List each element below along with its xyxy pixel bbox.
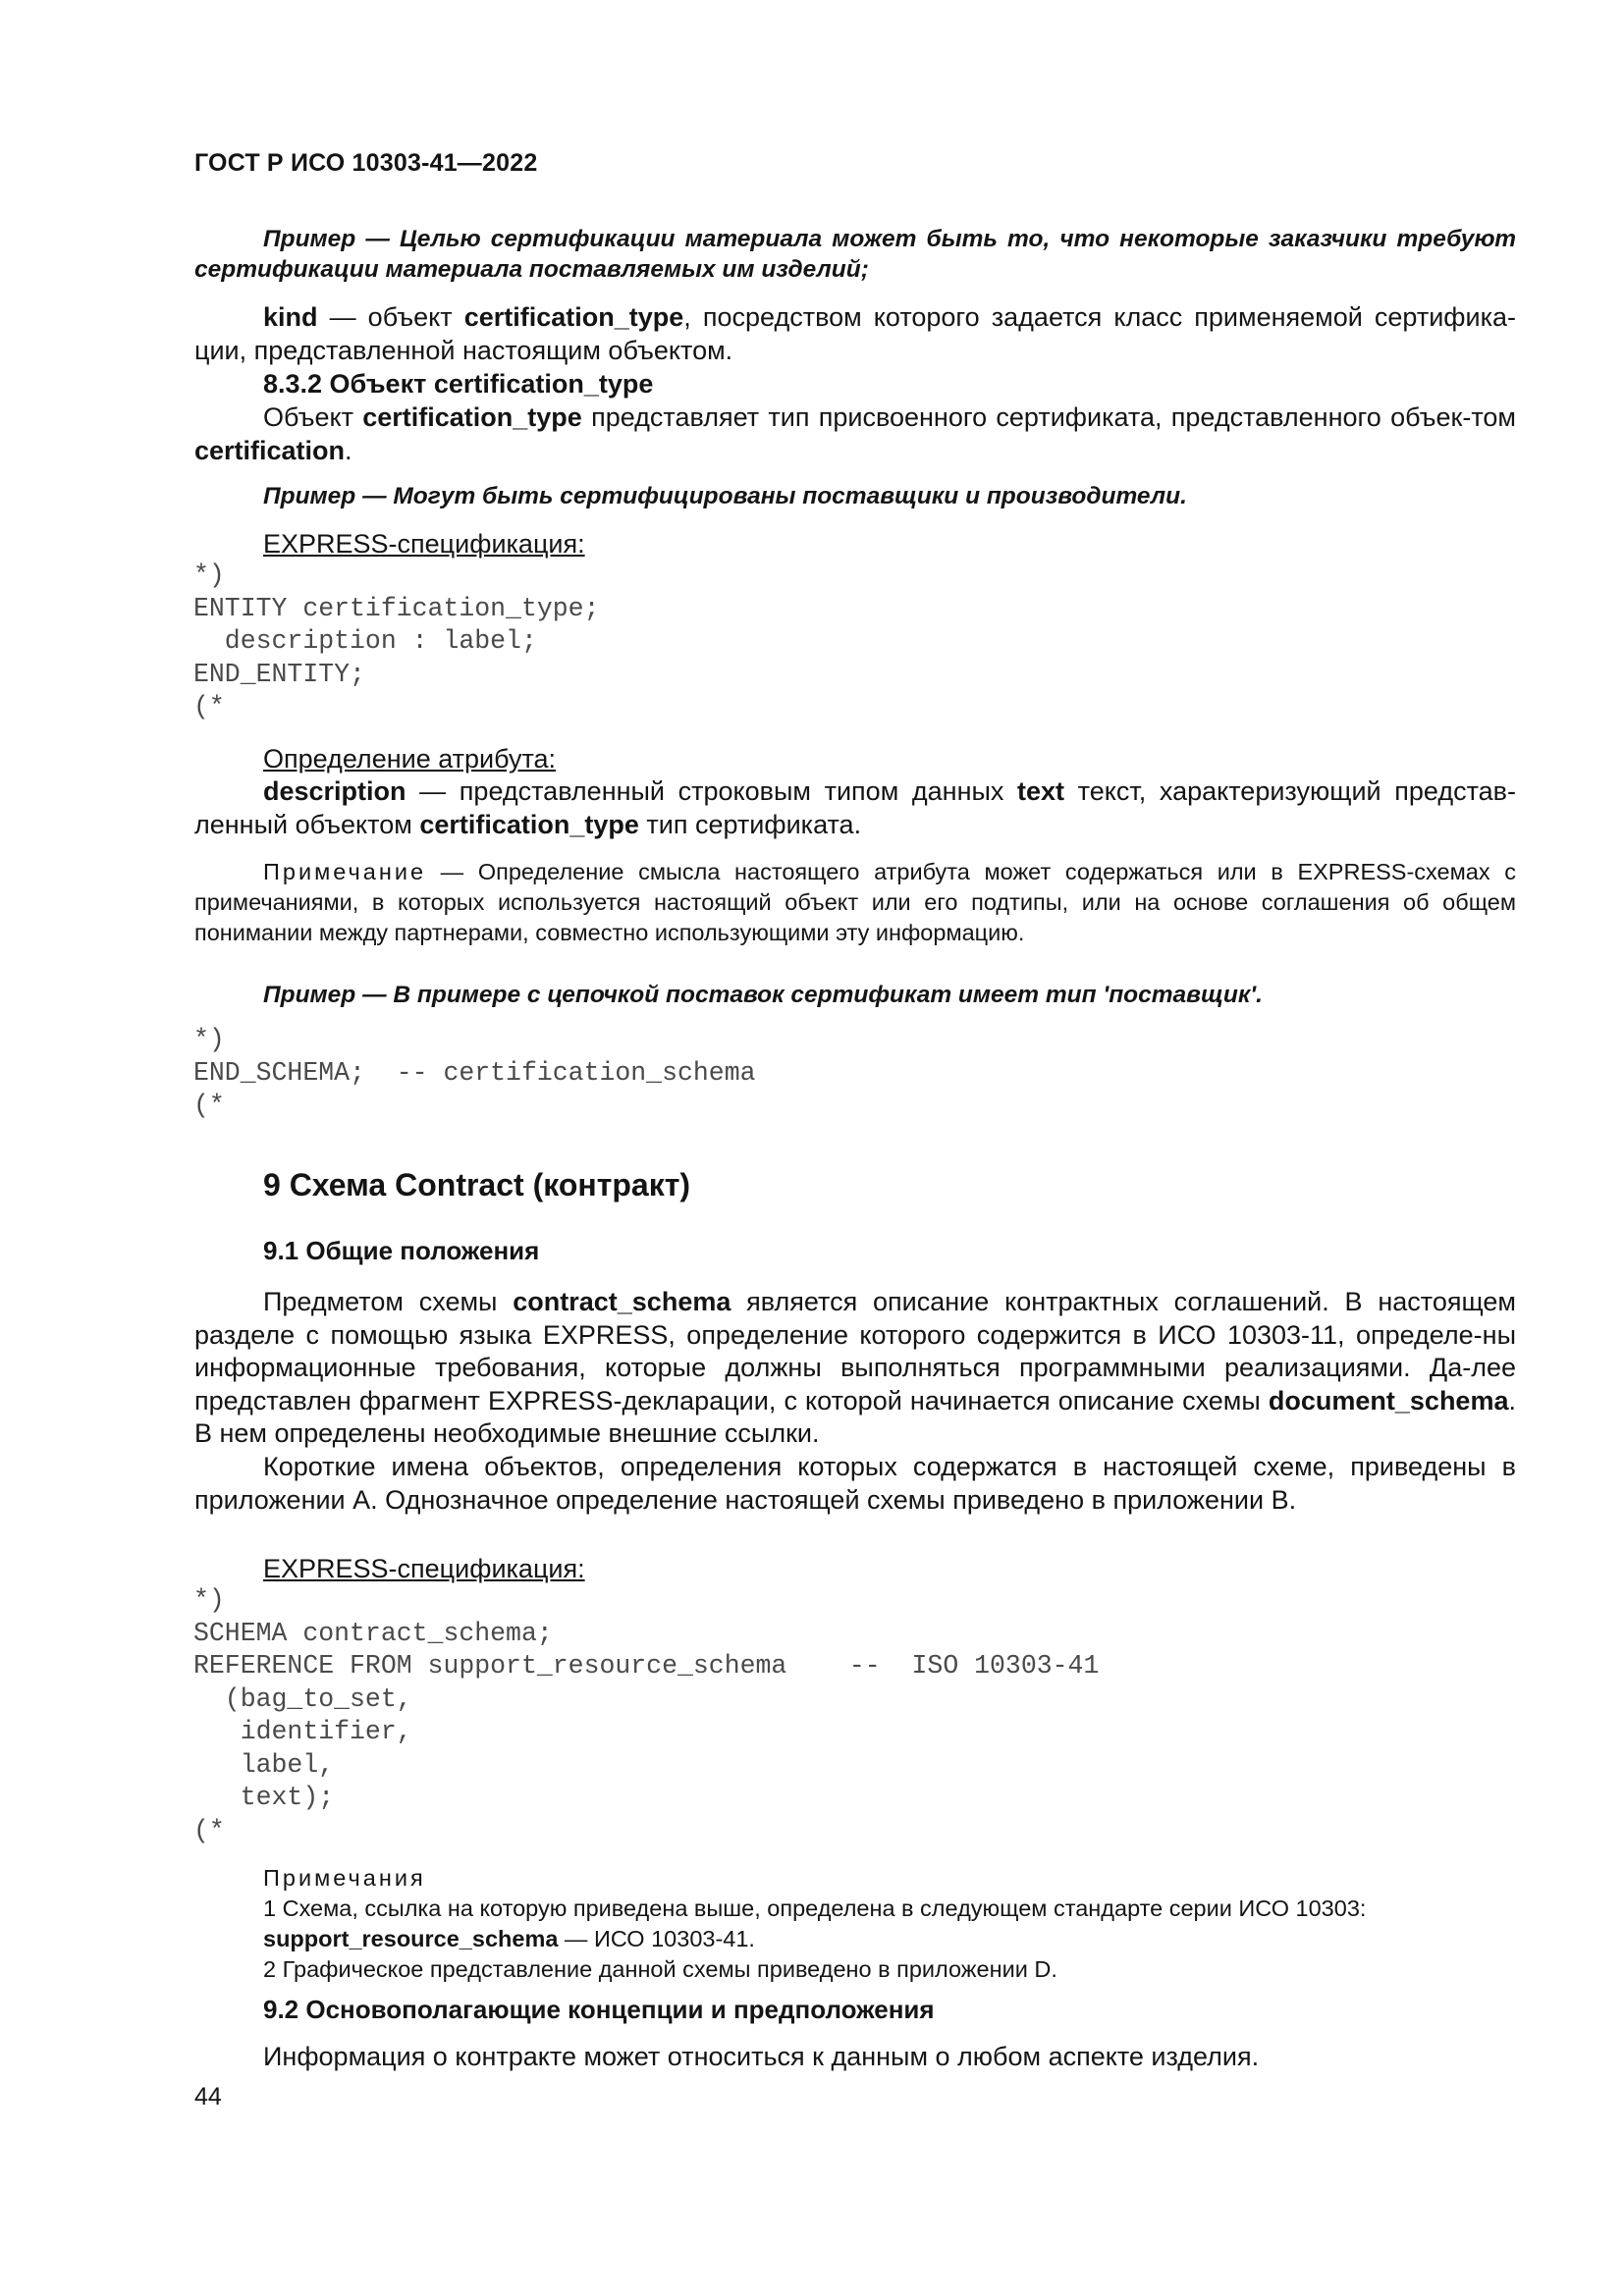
note-attribute-meaning: Примечание — Определение смысла настоящего атрибута может содержаться или в EXPRESS-схемах с примечаниями, в которых используется настоящий объект или его подтипы, или на основе соглашения об общем понимании между партнерами, совместно использующими эту информацию.	[194, 859, 1516, 945]
example-supply-chain: Пример — В примере с цепочкой поставок сертификат имеет тип 'поставщик'.	[263, 982, 1263, 1008]
certification-type-paragraph: Объект certification_type представляет тип присвоенного сертификата, представленного объек-том certification.	[194, 402, 1516, 465]
section-9-1-paragraph-1: Предметом схемы contract_schema является описание контрактных соглашений. В настоящем разделе с помощью языка EXPRESS, определение которого содержится в ИСО 10303-11, определе-ны информационные требования, которые должны выполняться программными реализациями. Да-лее представлен фрагмент EXPRESS-декларации, с которой начинается описание схемы document_schema. В нем определены необходимые внешние ссылки.	[194, 1287, 1516, 1448]
section-9-2-title: 9.2 Основополагающие концепции и предположения	[263, 1995, 935, 2024]
notes-schema-references	[263, 1863, 1516, 1985]
section-9-1-paragraph-2: Короткие имена объектов, определения которых содержатся в настоящей схеме, приведены в приложении А. Однозначное определение настоящей схемы приведено в приложении В.	[194, 1452, 1516, 1515]
section-9-1-title: 9.1 Общие положения	[263, 1236, 540, 1265]
description-attribute-paragraph: description — представленный строковым типом данных text текст, характеризующий представ-ленный объектом certification_type тип сертификата.	[194, 776, 1516, 839]
kind-ref: certification_type	[463, 302, 684, 332]
attribute-definition-label: Определение атрибута:	[263, 744, 557, 774]
express-spec-label-2: EXPRESS-спецификация:	[263, 1554, 585, 1583]
running-header: ГОСТ Р ИСО 10303-41—2022	[194, 149, 538, 177]
section-9-title: 9 Схема Contract (контракт)	[263, 1167, 691, 1202]
express-code-end-schema: *) END_SCHEMA; -- certification_schema (*	[193, 1025, 756, 1120]
kind-term: kind	[263, 302, 318, 332]
express-code-entity-certification-type: *) ENTITY certification_type; description : label; END_ENTITY; (*	[193, 561, 600, 721]
section-8-3-2-title: 8.3.2 Объект certification_type	[263, 369, 654, 399]
express-spec-label-1: EXPRESS-спецификация:	[263, 529, 585, 559]
page-number: 44	[194, 2083, 222, 2110]
section-9-2-paragraph: Информация о контракте может относиться к данным о любом аспекте изделия.	[263, 2042, 1260, 2071]
kind-attribute-paragraph: kind — объект certification_type, посредством которого задается класс применяемой сертифика-ции, представленной настоящим объектом.	[194, 302, 1516, 365]
description-term: description	[263, 776, 406, 806]
example-certification-purpose: Пример — Целью сертификации материала может быть то, что некоторые заказчики требуют сертификации материала поставляемых им изделий;	[194, 226, 1516, 283]
note-2: 2 Графическое представление данной схемы приведено в приложении D.	[263, 1956, 1057, 1982]
express-code-contract-schema: *) SCHEMA contract_schema; REFERENCE FROM support_resource_schema -- ISO 10303-41 (bag_to_set, identifier, label, text); (*	[193, 1585, 1100, 1845]
example-suppliers: Пример — Могут быть сертифицированы поставщики и производители.	[263, 483, 1187, 509]
notes-label: Примечания	[263, 1865, 426, 1891]
note-1: 1 Схема, ссылка на которую приведена выше, определена в следующем стандарте серии ИСО 10303: support_resource_schema — ИСО 10303-41.	[263, 1896, 1367, 1951]
